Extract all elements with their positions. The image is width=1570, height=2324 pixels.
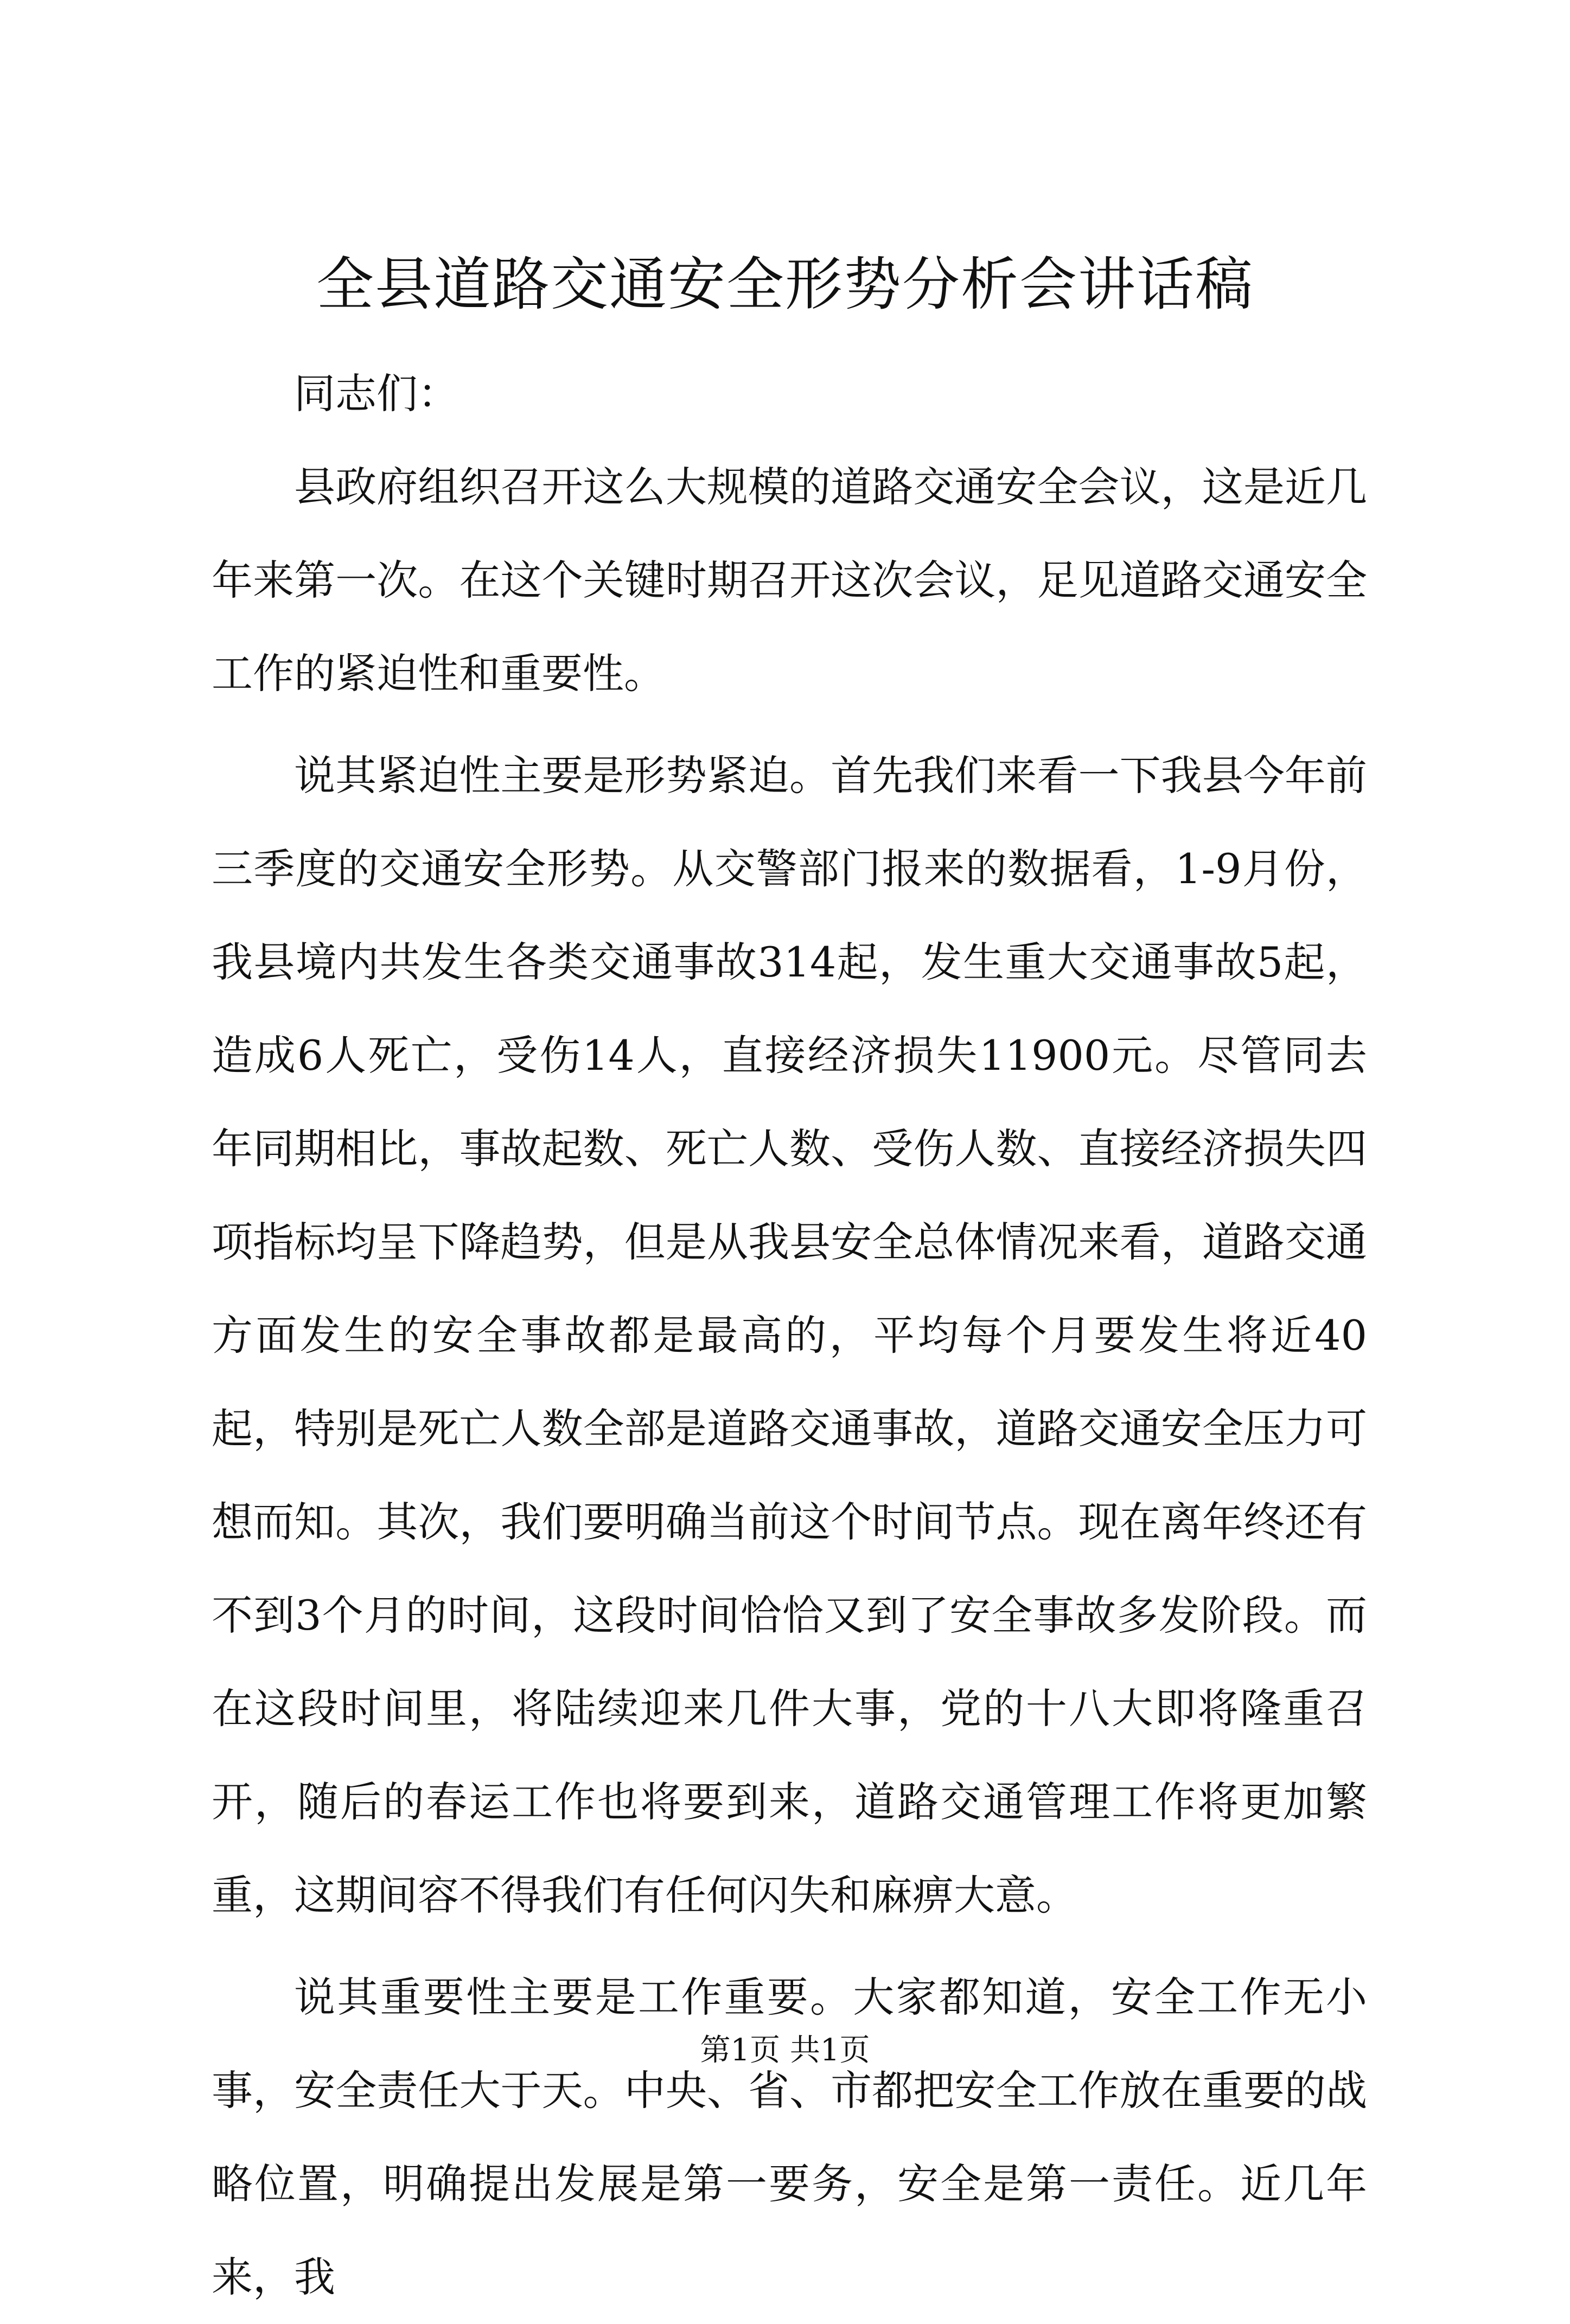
paragraph-1: 县政府组织召开这么大规模的道路交通安全会议，这是近几年来第一次。在这个关键时期召开这次会议，足见道路交通安全工作的紧迫性和重要性。 bbox=[212, 463, 1367, 698]
paragraph-2: 说其紧迫性主要是形势紧迫。首先我们来看一下我县今年前三季度的交通安全形势。从交警部门报来的数据看，1-9月份，我县境内共发生各类交通事故314起，发生重大交通事故5起，造成6人死亡，受伤14人，直接经济损失11900元。尽管同去年同期相比，事故起数、死亡人数、受伤人数、直接经济损失四项指标均呈下降趋势，但是从我县安全总体情况来看，道路交通方面发生的安全事故都是最高的，平均每个月要发生将近40起，特别是死亡人数全部是道路交通事故，道路交通安全压力可想而知。其次，我们要明确当前这个时间节点。现在离年终还有不到3个月的时间，这段时间恰恰又到了安全事故多发阶段。而在这段时间里，将陆续迎来几件大事，党的十八大即将隆重召开，随后的春运工作也将要到来，道路交通管理工作将更加繁重，这期间容不得我们有任何闪失和麻痹大意。 bbox=[212, 751, 1367, 1919]
document-title: 全县道路交通安全形势分析会讲话稿 bbox=[316, 251, 1254, 318]
salutation: 同志们： bbox=[294, 369, 459, 418]
page-footer: 第1页 共1页 bbox=[700, 2033, 870, 2068]
paragraph-3: 说其重要性主要是工作重要。大家都知道，安全工作无小事，安全责任大于天。中央、省、市都把安全工作放在重要的战略位置，明确提出发展是第一要务，安全是第一责任。近几年来，我 bbox=[212, 1973, 1367, 2301]
document-body bbox=[212, 347, 1367, 2324]
